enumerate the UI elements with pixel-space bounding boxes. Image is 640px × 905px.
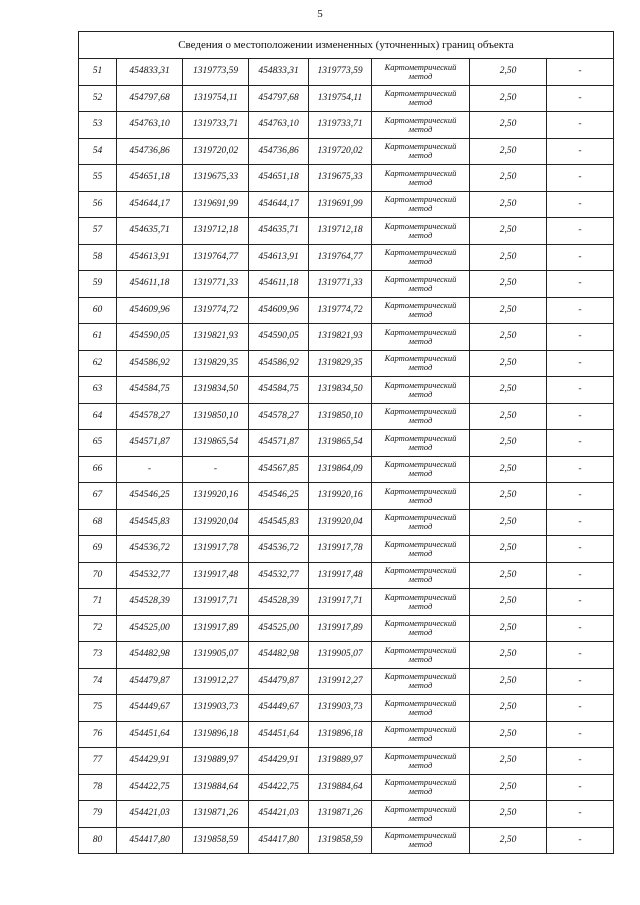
cell-point-number: 74: [79, 668, 117, 695]
cell-old-y: 1319850,10: [183, 403, 249, 430]
cell-description: -: [547, 483, 614, 510]
cell-new-y: 1319896,18: [309, 721, 372, 748]
cell-point-number: 76: [79, 721, 117, 748]
cell-old-y: 1319920,16: [183, 483, 249, 510]
cell-accuracy: 2,50: [470, 112, 547, 139]
cell-method: Картометрический метод: [372, 536, 470, 563]
cell-point-number: 59: [79, 271, 117, 298]
cell-point-number: 70: [79, 562, 117, 589]
cell-new-y: 1319764,77: [309, 244, 372, 271]
table-row: [79, 85, 614, 112]
cell-description: -: [547, 59, 614, 86]
cell-accuracy: 2,50: [470, 589, 547, 616]
cell-new-y: 1319773,59: [309, 59, 372, 86]
table-row: [79, 377, 614, 404]
cell-old-y: 1319920,04: [183, 509, 249, 536]
cell-new-y: 1319917,89: [309, 615, 372, 642]
cell-accuracy: 2,50: [470, 801, 547, 828]
cell-point-number: 63: [79, 377, 117, 404]
cell-new-y: 1319917,48: [309, 562, 372, 589]
cell-accuracy: 2,50: [470, 138, 547, 165]
cell-old-y: -: [183, 456, 249, 483]
cell-point-number: 61: [79, 324, 117, 351]
cell-new-x: 454797,68: [249, 85, 309, 112]
cell-description: -: [547, 642, 614, 669]
cell-description: -: [547, 774, 614, 801]
cell-old-x: 454479,87: [117, 668, 183, 695]
cell-new-y: 1319884,64: [309, 774, 372, 801]
table-row: [79, 536, 614, 563]
table-row: [79, 721, 614, 748]
table-row: [79, 350, 614, 377]
cell-point-number: 54: [79, 138, 117, 165]
cell-old-x: 454417,80: [117, 827, 183, 854]
cell-old-x: 454635,71: [117, 218, 183, 245]
table-row: [79, 191, 614, 218]
cell-new-x: 454567,85: [249, 456, 309, 483]
cell-description: -: [547, 615, 614, 642]
cell-new-y: 1319675,33: [309, 165, 372, 192]
cell-old-x: 454736,86: [117, 138, 183, 165]
cell-accuracy: 2,50: [470, 59, 547, 86]
cell-point-number: 57: [79, 218, 117, 245]
cell-old-y: 1319917,89: [183, 615, 249, 642]
cell-new-x: 454422,75: [249, 774, 309, 801]
cell-new-y: 1319912,27: [309, 668, 372, 695]
cell-old-y: 1319771,33: [183, 271, 249, 298]
cell-accuracy: 2,50: [470, 165, 547, 192]
table-row: [79, 456, 614, 483]
cell-new-y: 1319871,26: [309, 801, 372, 828]
cell-old-y: 1319675,33: [183, 165, 249, 192]
cell-old-y: 1319712,18: [183, 218, 249, 245]
table-row: [79, 695, 614, 722]
cell-new-y: 1319821,93: [309, 324, 372, 351]
cell-accuracy: 2,50: [470, 85, 547, 112]
cell-old-y: 1319889,97: [183, 748, 249, 775]
cell-new-y: 1319917,71: [309, 589, 372, 616]
cell-method: Картометрический метод: [372, 271, 470, 298]
cell-description: -: [547, 589, 614, 616]
cell-old-y: 1319917,48: [183, 562, 249, 589]
cell-new-x: 454532,77: [249, 562, 309, 589]
cell-old-x: 454451,64: [117, 721, 183, 748]
cell-point-number: 53: [79, 112, 117, 139]
cell-new-y: 1319720,02: [309, 138, 372, 165]
cell-accuracy: 2,50: [470, 827, 547, 854]
cell-old-x: -: [117, 456, 183, 483]
cell-new-x: 454451,64: [249, 721, 309, 748]
cell-accuracy: 2,50: [470, 191, 547, 218]
cell-point-number: 77: [79, 748, 117, 775]
cell-old-x: 454571,87: [117, 430, 183, 457]
cell-method: Картометрический метод: [372, 642, 470, 669]
cell-new-x: 454609,96: [249, 297, 309, 324]
cell-method: Картометрический метод: [372, 695, 470, 722]
cell-new-x: 454736,86: [249, 138, 309, 165]
cell-new-y: 1319905,07: [309, 642, 372, 669]
cell-point-number: 72: [79, 615, 117, 642]
cell-description: -: [547, 112, 614, 139]
cell-old-x: 454644,17: [117, 191, 183, 218]
cell-description: -: [547, 801, 614, 828]
cell-method: Картометрический метод: [372, 85, 470, 112]
table-row: [79, 112, 614, 139]
cell-new-y: 1319691,99: [309, 191, 372, 218]
table-row: [79, 403, 614, 430]
table-row: [79, 324, 614, 351]
cell-new-y: 1319850,10: [309, 403, 372, 430]
cell-accuracy: 2,50: [470, 615, 547, 642]
cell-new-x: 454644,17: [249, 191, 309, 218]
cell-method: Картометрический метод: [372, 377, 470, 404]
cell-point-number: 75: [79, 695, 117, 722]
cell-new-y: 1319754,11: [309, 85, 372, 112]
cell-old-x: 454525,00: [117, 615, 183, 642]
cell-new-y: 1319920,16: [309, 483, 372, 510]
cell-old-x: 454609,96: [117, 297, 183, 324]
cell-old-y: 1319774,72: [183, 297, 249, 324]
cell-old-x: 454797,68: [117, 85, 183, 112]
cell-accuracy: 2,50: [470, 562, 547, 589]
cell-accuracy: 2,50: [470, 218, 547, 245]
cell-description: -: [547, 456, 614, 483]
cell-accuracy: 2,50: [470, 774, 547, 801]
cell-old-x: 454584,75: [117, 377, 183, 404]
cell-old-x: 454546,25: [117, 483, 183, 510]
cell-new-y: 1319771,33: [309, 271, 372, 298]
cell-old-y: 1319917,78: [183, 536, 249, 563]
cell-new-x: 454611,18: [249, 271, 309, 298]
cell-point-number: 65: [79, 430, 117, 457]
cell-point-number: 79: [79, 801, 117, 828]
cell-old-y: 1319917,71: [183, 589, 249, 616]
cell-accuracy: 2,50: [470, 271, 547, 298]
cell-description: -: [547, 721, 614, 748]
cell-old-x: 454532,77: [117, 562, 183, 589]
cell-method: Картометрический метод: [372, 112, 470, 139]
cell-new-x: 454833,31: [249, 59, 309, 86]
cell-method: Картометрический метод: [372, 430, 470, 457]
cell-point-number: 62: [79, 350, 117, 377]
cell-old-x: 454833,31: [117, 59, 183, 86]
cell-method: Картометрический метод: [372, 827, 470, 854]
cell-old-x: 454763,10: [117, 112, 183, 139]
cell-new-y: 1319864,09: [309, 456, 372, 483]
cell-method: Картометрический метод: [372, 403, 470, 430]
cell-old-y: 1319720,02: [183, 138, 249, 165]
cell-method: Картометрический метод: [372, 748, 470, 775]
table-row: [79, 642, 614, 669]
cell-old-x: 454611,18: [117, 271, 183, 298]
cell-new-x: 454584,75: [249, 377, 309, 404]
cell-point-number: 64: [79, 403, 117, 430]
cell-old-x: 454449,67: [117, 695, 183, 722]
cell-description: -: [547, 271, 614, 298]
table-row: [79, 244, 614, 271]
cell-description: -: [547, 430, 614, 457]
cell-accuracy: 2,50: [470, 721, 547, 748]
cell-accuracy: 2,50: [470, 536, 547, 563]
cell-new-x: 454571,87: [249, 430, 309, 457]
cell-description: -: [547, 562, 614, 589]
cell-point-number: 55: [79, 165, 117, 192]
cell-accuracy: 2,50: [470, 430, 547, 457]
table-row: [79, 138, 614, 165]
cell-old-y: 1319829,35: [183, 350, 249, 377]
cell-new-y: 1319920,04: [309, 509, 372, 536]
cell-point-number: 60: [79, 297, 117, 324]
table-row: [79, 59, 614, 86]
cell-new-y: 1319774,72: [309, 297, 372, 324]
cell-description: -: [547, 695, 614, 722]
cell-old-x: 454536,72: [117, 536, 183, 563]
table-row: [79, 589, 614, 616]
cell-description: -: [547, 748, 614, 775]
cell-new-x: 454651,18: [249, 165, 309, 192]
table-row: [79, 827, 614, 854]
cell-old-y: 1319865,54: [183, 430, 249, 457]
cell-old-x: 454422,75: [117, 774, 183, 801]
table-row: [79, 430, 614, 457]
cell-point-number: 56: [79, 191, 117, 218]
cell-description: -: [547, 324, 614, 351]
cell-description: -: [547, 668, 614, 695]
cell-description: -: [547, 403, 614, 430]
cell-description: -: [547, 165, 614, 192]
cell-new-y: 1319712,18: [309, 218, 372, 245]
table-row: [79, 801, 614, 828]
cell-accuracy: 2,50: [470, 642, 547, 669]
boundary-coordinates-table: [78, 31, 614, 854]
cell-old-y: 1319773,59: [183, 59, 249, 86]
cell-method: Картометрический метод: [372, 774, 470, 801]
cell-new-x: 454449,67: [249, 695, 309, 722]
cell-old-x: 454651,18: [117, 165, 183, 192]
table-header-row: [79, 32, 614, 59]
cell-accuracy: 2,50: [470, 403, 547, 430]
cell-description: -: [547, 138, 614, 165]
cell-old-y: 1319733,71: [183, 112, 249, 139]
cell-description: -: [547, 191, 614, 218]
cell-accuracy: 2,50: [470, 509, 547, 536]
table-row: [79, 509, 614, 536]
table-row: [79, 774, 614, 801]
cell-description: -: [547, 85, 614, 112]
cell-accuracy: 2,50: [470, 297, 547, 324]
cell-new-x: 454429,91: [249, 748, 309, 775]
cell-old-x: 454482,98: [117, 642, 183, 669]
table-row: [79, 615, 614, 642]
table-row: [79, 483, 614, 510]
cell-old-x: 454429,91: [117, 748, 183, 775]
cell-old-y: 1319754,11: [183, 85, 249, 112]
cell-point-number: 52: [79, 85, 117, 112]
cell-new-x: 454528,39: [249, 589, 309, 616]
cell-point-number: 58: [79, 244, 117, 271]
cell-method: Картометрический метод: [372, 509, 470, 536]
cell-description: -: [547, 509, 614, 536]
page-number: 5: [317, 8, 323, 20]
cell-new-x: 454421,03: [249, 801, 309, 828]
cell-method: Картометрический метод: [372, 562, 470, 589]
cell-method: Картометрический метод: [372, 138, 470, 165]
cell-point-number: 67: [79, 483, 117, 510]
table-row: [79, 297, 614, 324]
cell-old-y: 1319896,18: [183, 721, 249, 748]
cell-old-y: 1319691,99: [183, 191, 249, 218]
cell-new-y: 1319903,73: [309, 695, 372, 722]
cell-description: -: [547, 244, 614, 271]
cell-new-x: 454586,92: [249, 350, 309, 377]
table-title: Сведения о местоположении измененных (уточненных) границ объекта: [79, 32, 614, 59]
cell-new-x: 454613,91: [249, 244, 309, 271]
cell-point-number: 68: [79, 509, 117, 536]
cell-new-x: 454763,10: [249, 112, 309, 139]
cell-new-x: 454525,00: [249, 615, 309, 642]
cell-old-y: 1319858,59: [183, 827, 249, 854]
cell-old-y: 1319764,77: [183, 244, 249, 271]
cell-old-x: 454545,83: [117, 509, 183, 536]
cell-new-x: 454479,87: [249, 668, 309, 695]
cell-point-number: 66: [79, 456, 117, 483]
cell-method: Картометрический метод: [372, 297, 470, 324]
cell-new-y: 1319733,71: [309, 112, 372, 139]
cell-accuracy: 2,50: [470, 244, 547, 271]
cell-description: -: [547, 827, 614, 854]
cell-new-x: 454536,72: [249, 536, 309, 563]
cell-description: -: [547, 377, 614, 404]
cell-method: Картометрический метод: [372, 801, 470, 828]
cell-method: Картометрический метод: [372, 456, 470, 483]
cell-old-x: 454528,39: [117, 589, 183, 616]
cell-old-y: 1319821,93: [183, 324, 249, 351]
cell-old-y: 1319912,27: [183, 668, 249, 695]
cell-old-y: 1319871,26: [183, 801, 249, 828]
cell-method: Картометрический метод: [372, 191, 470, 218]
table-row: [79, 668, 614, 695]
table-row: [79, 165, 614, 192]
cell-description: -: [547, 218, 614, 245]
table-row: [79, 218, 614, 245]
cell-new-x: 454545,83: [249, 509, 309, 536]
cell-old-x: 454613,91: [117, 244, 183, 271]
cell-point-number: 71: [79, 589, 117, 616]
cell-new-y: 1319858,59: [309, 827, 372, 854]
cell-new-x: 454578,27: [249, 403, 309, 430]
cell-new-y: 1319889,97: [309, 748, 372, 775]
cell-new-y: 1319917,78: [309, 536, 372, 563]
cell-accuracy: 2,50: [470, 377, 547, 404]
cell-old-y: 1319884,64: [183, 774, 249, 801]
cell-method: Картометрический метод: [372, 350, 470, 377]
cell-method: Картометрический метод: [372, 165, 470, 192]
cell-accuracy: 2,50: [470, 695, 547, 722]
cell-new-x: 454417,80: [249, 827, 309, 854]
cell-old-y: 1319834,50: [183, 377, 249, 404]
cell-method: Картометрический метод: [372, 59, 470, 86]
cell-point-number: 51: [79, 59, 117, 86]
cell-new-y: 1319834,50: [309, 377, 372, 404]
cell-new-y: 1319829,35: [309, 350, 372, 377]
cell-accuracy: 2,50: [470, 350, 547, 377]
cell-old-x: 454421,03: [117, 801, 183, 828]
cell-old-y: 1319905,07: [183, 642, 249, 669]
cell-method: Картометрический метод: [372, 324, 470, 351]
cell-new-y: 1319865,54: [309, 430, 372, 457]
cell-new-x: 454482,98: [249, 642, 309, 669]
cell-old-x: 454578,27: [117, 403, 183, 430]
cell-method: Картометрический метод: [372, 483, 470, 510]
cell-new-x: 454590,05: [249, 324, 309, 351]
cell-method: Картометрический метод: [372, 589, 470, 616]
cell-description: -: [547, 297, 614, 324]
cell-method: Картометрический метод: [372, 721, 470, 748]
cell-method: Картометрический метод: [372, 668, 470, 695]
cell-accuracy: 2,50: [470, 668, 547, 695]
cell-accuracy: 2,50: [470, 748, 547, 775]
cell-accuracy: 2,50: [470, 324, 547, 351]
cell-method: Картометрический метод: [372, 244, 470, 271]
cell-accuracy: 2,50: [470, 456, 547, 483]
cell-accuracy: 2,50: [470, 483, 547, 510]
cell-method: Картометрический метод: [372, 218, 470, 245]
cell-old-x: 454586,92: [117, 350, 183, 377]
cell-point-number: 78: [79, 774, 117, 801]
cell-point-number: 69: [79, 536, 117, 563]
table-row: [79, 748, 614, 775]
cell-old-y: 1319903,73: [183, 695, 249, 722]
table-body: [79, 59, 614, 854]
cell-new-x: 454635,71: [249, 218, 309, 245]
cell-description: -: [547, 536, 614, 563]
cell-point-number: 80: [79, 827, 117, 854]
cell-description: -: [547, 350, 614, 377]
table-row: [79, 562, 614, 589]
cell-point-number: 73: [79, 642, 117, 669]
cell-old-x: 454590,05: [117, 324, 183, 351]
cell-method: Картометрический метод: [372, 615, 470, 642]
cell-new-x: 454546,25: [249, 483, 309, 510]
table-row: [79, 271, 614, 298]
